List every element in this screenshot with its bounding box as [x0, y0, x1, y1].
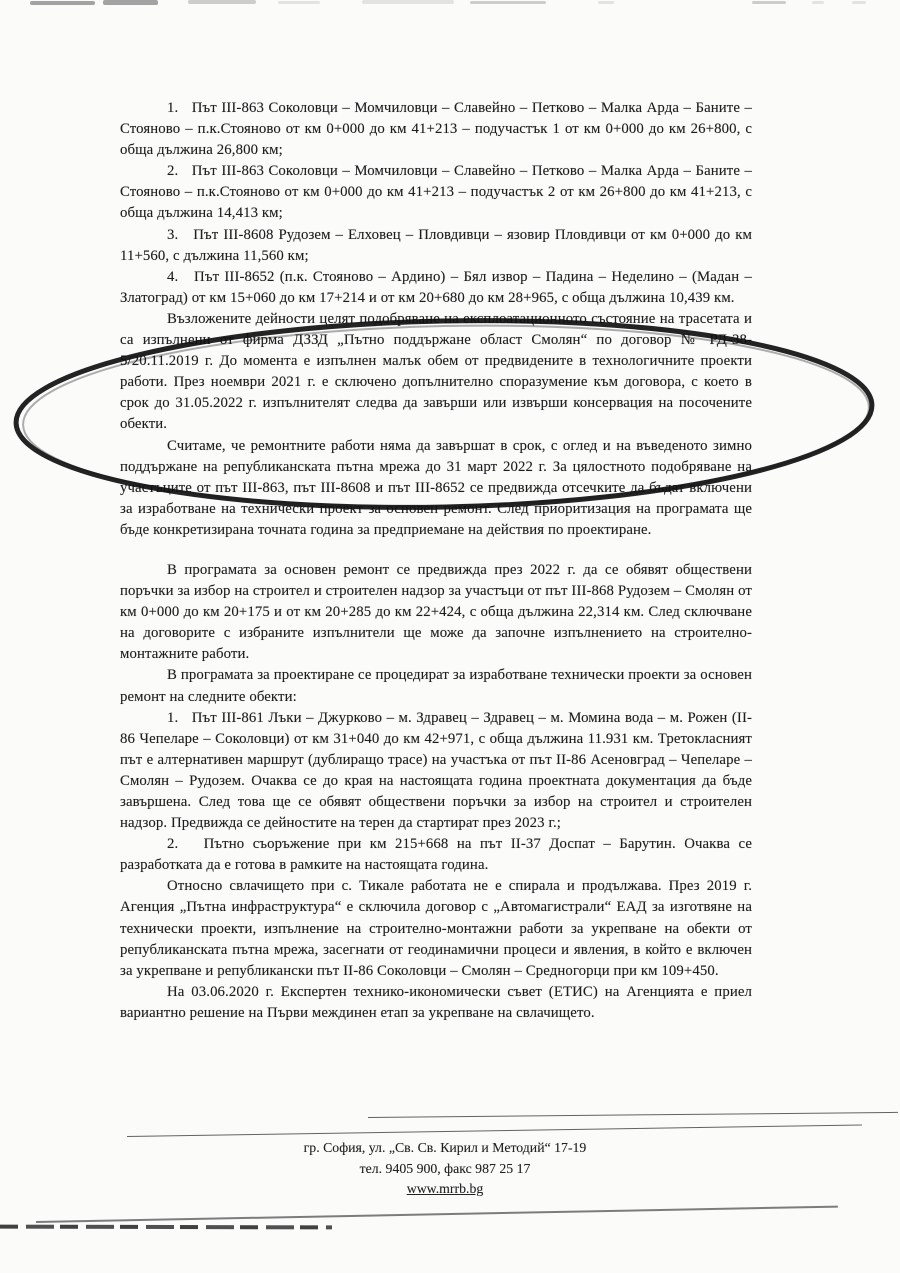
paragraph-assigned-works: Възложените дейности целят подобряване на експлоатационното състояние на трасетата и са изпълнени от фирма ДЗЗД „Пътно поддържане област Смолян“ по договор № РД-38-5/20.11.2019 г. До момента е изпълнен малък обем от предвидените в технологичните проекти работи. През ноември 2021 г. е сключено допълнително споразумение към договора, с което в срок до 31.05.2022 г. изпълнителят следва да завърши или извърши консервация на посочените обекти. [120, 310, 752, 433]
scan-smudge [188, 0, 256, 4]
document-text [120, 98, 752, 1024]
list-item-design-1: 1. Път III-861 Лъки – Джурково – м. Здравец – Здравец – м. Момина вода – м. Рожен (II-86 Чепеларе – Соколовци) от км 31+040 до км 42+971, с обща дължина 11.931 км. Третокласният път е алтернативен маршрут (дублиращо трасе) на участъка от път II-86 Асеновград – Чепеларе – Смолян – Рудозем. Очаква се до края на настоящата година проектната документация да бъде завършена. След това ще се обявят обществени поръчки за избор на строител и строителен надзор. Предвижда се дейностите на терен да стартират през 2023 г.; [120, 709, 752, 832]
list-item-road-4: 4. Път III-8652 (п.к. Стояново – Ардино) – Бял извор – Падина – Неделино – (Мадан – Златоград) от км 15+060 до км 17+214 и от км 20+680 до км 28+965, с обща дължина 10,439 км. [120, 268, 752, 306]
scan-smudge [278, 1, 320, 4]
paragraph-landslide: Относно свлачището при с. Тикале работата не е спирала и продължава. През 2019 г. Агенция „Пътна инфраструктура“ е сключила договор с „Автомагистрали“ ЕАД за изготвяне на технически проекти, изпълнение на строително-монтажни работи за укрепване на обекти от републиканската пътна мрежа, засегнати от геодинамични процеси и явления, в който е включен за укрепване и републикански път II-86 Соколовци – Смолян – Средногорци при км 109+450. [120, 878, 752, 979]
footer-phone: тел. 9405 900, факс 987 25 17 [359, 1160, 531, 1176]
scan-streak-artifact [0, 1225, 332, 1230]
list-item-design-2: 2. Пътно съоръжение при км 215+668 на път II-37 Доспат – Барутин. Очаква се разработката да е готова в рамките на настоящата година. [120, 836, 752, 874]
scan-smudge [812, 1, 824, 4]
footer-divider-line [368, 1112, 898, 1118]
scan-smudge [103, 0, 158, 5]
footer-divider-line [127, 1124, 862, 1137]
scan-smudge [362, 0, 454, 4]
scan-line-artifact [36, 1206, 838, 1223]
scan-smudge [598, 1, 614, 4]
scan-smudge [30, 1, 95, 5]
list-item-road-3: 3. Път III-8608 Рудозем – Елховец – Пловдивци – язовир Пловдивци от км 0+000 до км 11+560, с дължина 11,560 км; [120, 226, 752, 264]
paragraph-deadline-opinion: Считаме, че ремонтните работи няма да завършат в срок, с оглед и на въведеното зимно поддържане на републиканската пътна мрежа до 31 март 2022 г. За цялостното подобряване на участъците от път III-863, път III-8608 и път III-8652 се предвижда отсечките да бъдат включени за изработване на технически проект за основен ремонт. След приоритизация на програмата ще бъде конкретизирана точната година за предприемане на действия по проектиране. [120, 437, 752, 538]
footer-address: гр. София, ул. „Св. Св. Кирил и Методий“ 17-19 [303, 1140, 587, 1155]
scan-smudge [470, 1, 546, 4]
page-footer [115, 1138, 775, 1200]
footer-website-url: www.mrrb.bg [406, 1181, 484, 1196]
paragraph-etis-decision: На 03.06.2020 г. Експертен технико-икономически съвет (ЕТИС) на Агенцията е приел вариантно решение на Първи междинен етап за укрепване на свлачището. [120, 983, 752, 1021]
paragraph-design-program: В програмата за проектиране се процедират за изработване технически проекти за основен ремонт на следните обекти: [120, 667, 752, 705]
scan-smudge [852, 1, 866, 4]
scan-smudge [752, 1, 786, 4]
list-item-road-1: 1. Път III-863 Соколовци – Момчиловци – Славейно – Петково – Малка Арда – Баните – Стояново – п.к.Стояново от км 0+000 до км 41+213 – подучастък 1 от км 0+000 до км 26+800, с обща дължина 26,800 км; [120, 100, 752, 159]
list-item-road-2: 2. Път III-863 Соколовци – Момчиловци – Славейно – Петково – Малка Арда – Баните – Стояново – п.к.Стояново от км 0+000 до км 41+213 – подучастък 2 от км 26+800 до км 41+213, с обща дължина 14,413 км; [120, 163, 752, 222]
paragraph-repair-program: В програмата за основен ремонт се предвижда през 2022 г. да се обявят обществени поръчки за избор на строител и строителен надзор за участъци от път III-868 Рудозем – Смолян от км 0+000 до км 20+175 и от км 20+285 до км 22+424, с обща дължина 22,314 км. След сключване на договорите с избраните изпълнители ще може да започне изпълнението на строително-монтажните работи. [120, 561, 752, 663]
